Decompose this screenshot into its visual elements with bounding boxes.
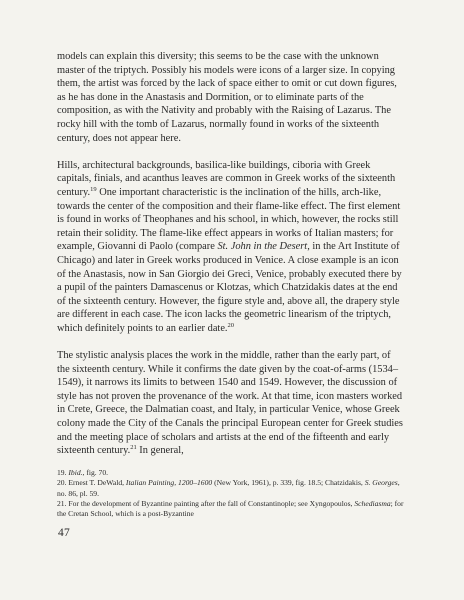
paragraph-text-run: One important characteristic is the inclination of the hills, arch-like, towards the center of the composition and their flame-like effect. The first element is found in works of Theophanes and his school, in which, however, the rocks still retain their solidity. The flame-like effect appears in works of Italian masters; for example, Giovanni di Paolo (compare	[57, 186, 401, 253]
footnote	[57, 468, 404, 478]
footnote-italic-run: S. Georges	[364, 478, 398, 488]
paragraph	[57, 349, 404, 458]
footnote-marker: 20	[227, 321, 235, 329]
paragraph	[57, 50, 404, 145]
footnote-text-run: , no. 86, pl. 59.	[57, 478, 400, 498]
footnote-italic-run: Ibid.	[68, 467, 83, 477]
body-text	[57, 50, 404, 458]
page-number: 47	[58, 527, 71, 539]
footnote-text-run: 19.	[57, 467, 69, 477]
footnote-italic-run: Schediasma	[354, 499, 391, 509]
footnotes	[57, 468, 404, 520]
paragraph-text-run: In general,	[136, 445, 184, 457]
paragraph	[57, 159, 404, 336]
footnote-text-run: ; for the Cretan School, which is a post-Byzantine	[57, 499, 404, 519]
paragraph-text-run: models can explain this diversity; this seems to be the case with the unknown master of the triptych. Possibly his models were icons of a larger size. In copying them, the artist was forced by the lack of space either to omit or cut down figures, as he has done in the Anastasis and Dormition, or to eliminate parts of the composition, as with the Nativity and probably with the Raising of Lazarus. The rocky hill with the tomb of Lazarus, normally found in works of the sixteenth century, does not appear here.	[57, 51, 397, 144]
footnote-text-run: 21. For the development of Byzantine painting after the fall of Constantinople; see Xyngopoulos,	[57, 499, 355, 509]
footnote-text-run: (New York, 1961), p. 339, fig. 18.5; Chatzidakis,	[212, 478, 365, 488]
footnote-italic-run: Italian Painting, 1200–1600	[125, 478, 213, 488]
footnote-text-run: 20. Ernest T. DeWald,	[57, 478, 126, 488]
paragraph-text-run: The stylistic analysis places the work in the middle, rather than the early part, of the sixteenth century. While it confirms the date given by the coat-of-arms (1534–1549), it narrows its limits to between 1540 and 1549. However, the discussion of style has not proven the provenance of the work. At that time, icon masters worked in Crete, Greece, the Dalmatian coast, and Italy, in particular Venice, whose Greek colony made the City of the Canals the principal European center for Greek studies and the meeting place of scholars and artists at the end of the fifteenth and early sixteenth century.	[57, 350, 403, 457]
paragraph-italic-run: St. John in the Desert	[217, 241, 308, 253]
footnote-marker: 21	[130, 444, 137, 452]
paragraph-text-run: Hills, architectural backgrounds, basilica-like buildings, ciboria with Greek capitals, finials, and acanthus leaves are common in Greek works of the sixteenth century.	[57, 159, 396, 198]
footnote-marker: 19	[90, 185, 97, 193]
footnote-text-run: , fig. 70.	[82, 467, 109, 477]
footnote	[57, 499, 404, 520]
paragraph-text-run: , in the Art Institute of Chicago) and later in Greek works produced in Venice. A close example is an icon of the Anastasis, now in San Giorgio dei Greci, Venice, probably executed there by a pupil of the painters Damascenus or Klotzas, which Chatzidakis dates at the end of the sixteenth century. However, the figure style and, above all, the drapery style are different in each case. The icon lacks the geometric linearism of the triptych, which definitely points to an earlier date.	[57, 241, 402, 334]
text-block	[57, 50, 404, 520]
footnote	[57, 478, 404, 499]
